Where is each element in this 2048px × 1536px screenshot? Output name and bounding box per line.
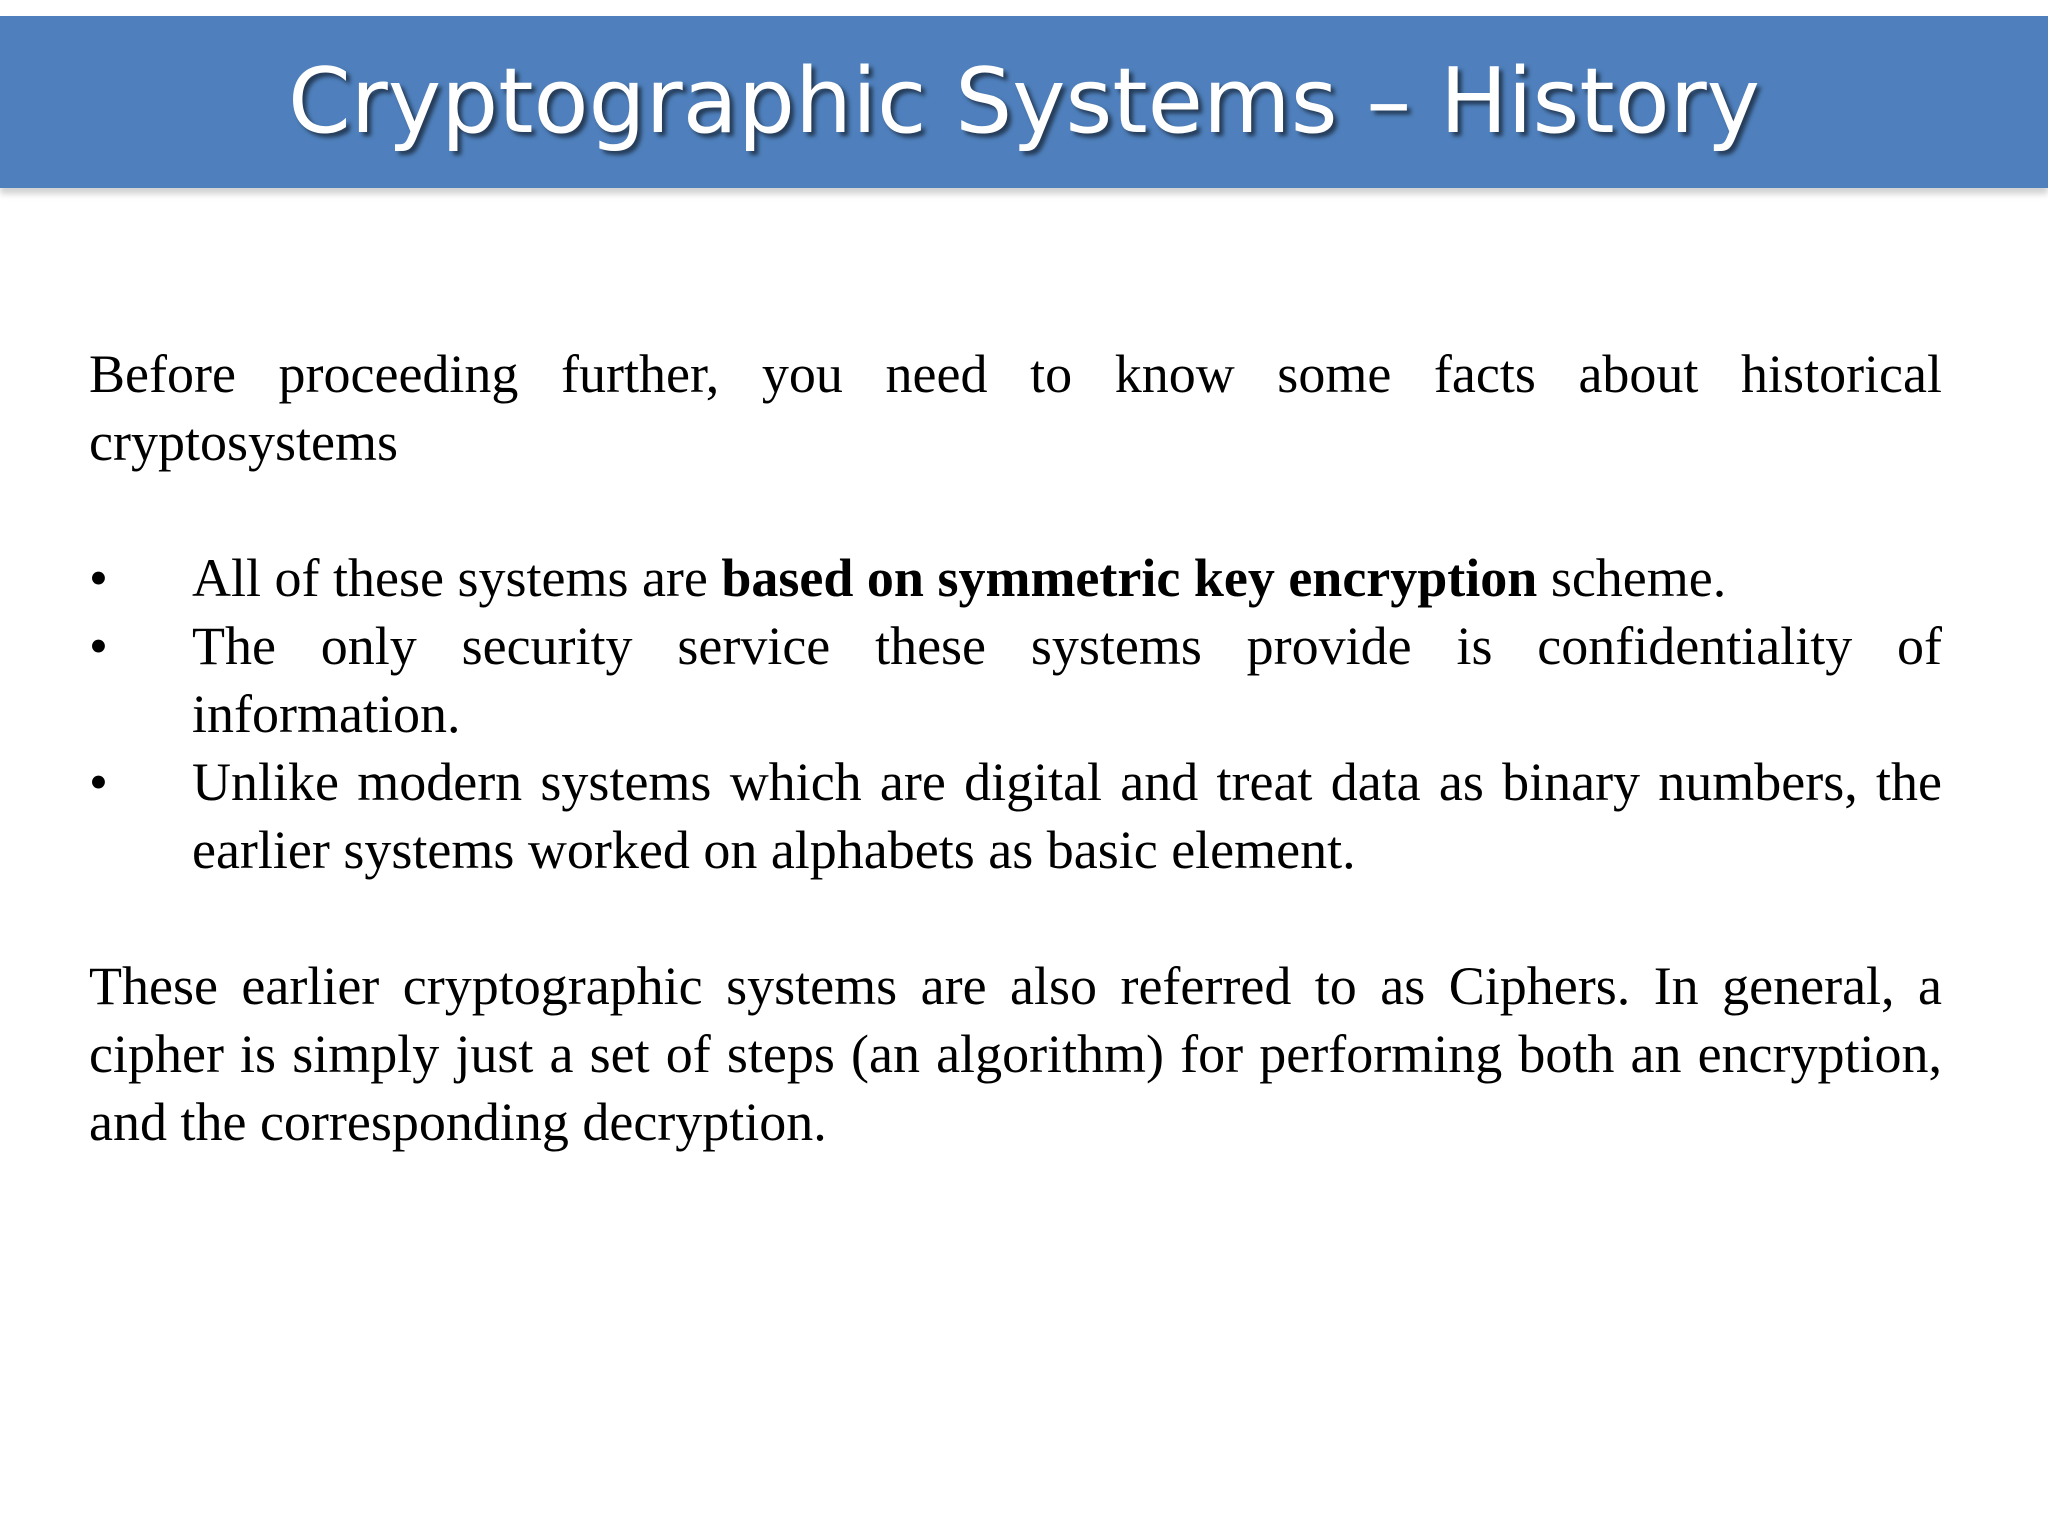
bullet-item	[89, 544, 1942, 612]
title-band	[0, 16, 2048, 188]
closing-paragraph: These earlier cryptographic systems are also referred to as Ciphers. In general, a cipher is simply just a set of steps (an algorithm) for performing both an encryption, and the corresponding decryption.	[89, 956, 1942, 1152]
bullet-text-after: scheme.	[1537, 548, 1727, 608]
slide-title: Cryptographic Systems – History	[287, 49, 1761, 154]
bullet-marker: •	[89, 548, 108, 608]
slide-content	[89, 340, 1942, 1156]
bullet-text-bold: based on symmetric key encryption	[721, 548, 1538, 608]
bullet-text: Unlike modern systems which are digital and treat data as binary numbers, the earlier systems worked on alphabets as basic element.	[192, 752, 1942, 880]
intro-paragraph: Before proceeding further, you need to know some facts about historical cryptosystems	[89, 344, 1942, 472]
bullet-item	[89, 612, 1942, 748]
bullet-text: The only security service these systems provide is confidentiality of information.	[192, 616, 1942, 744]
bullet-marker: •	[89, 616, 108, 676]
bullet-text-before: All of these systems are	[192, 548, 722, 608]
bullet-list	[89, 544, 1942, 884]
bullet-item	[89, 748, 1942, 884]
bullet-marker: •	[89, 752, 108, 812]
